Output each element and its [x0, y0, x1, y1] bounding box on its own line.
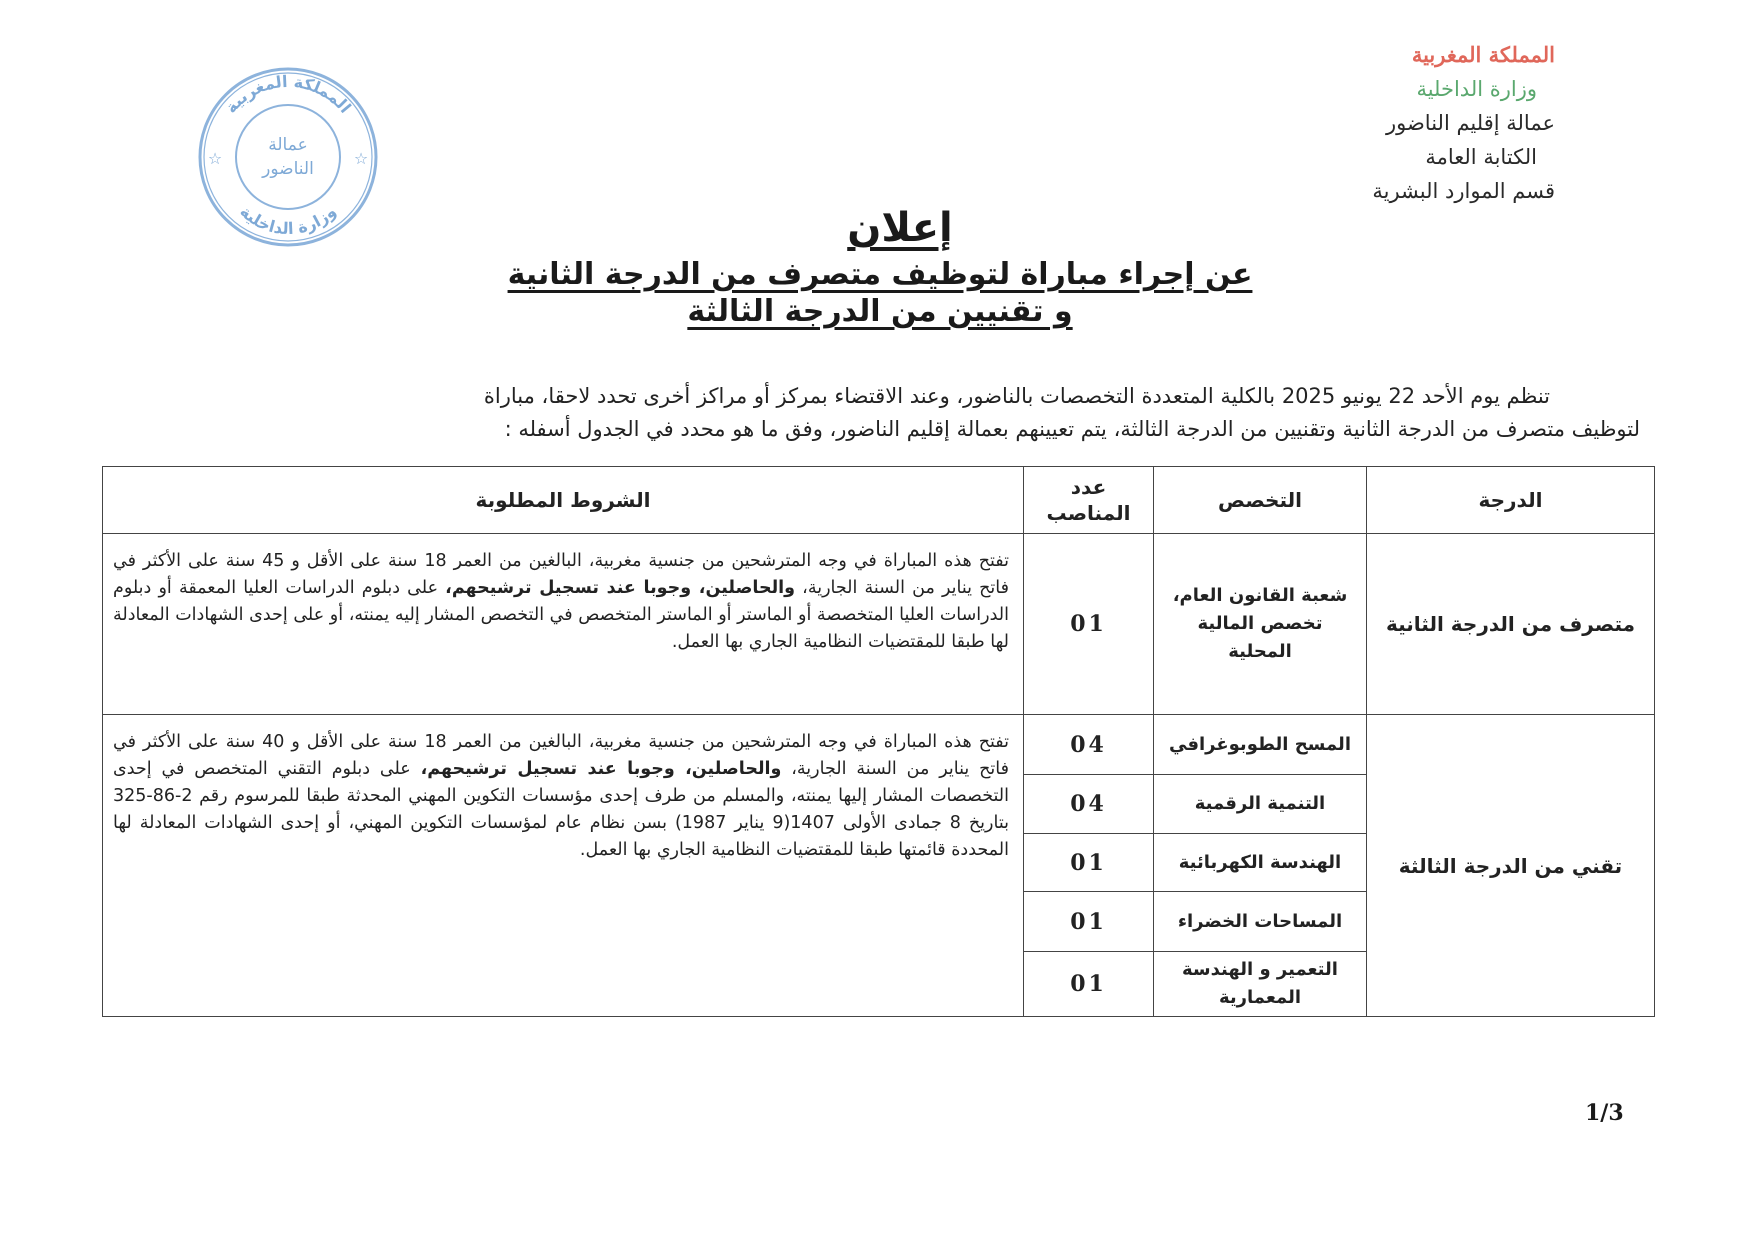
- table-header-row: [103, 467, 1655, 534]
- announcement-subtitle-1: عن إجراء مباراة لتوظيف متصرف من الدرجة الثانية: [507, 257, 1253, 292]
- table-row: [103, 715, 1655, 775]
- conditions-text: على دبلوم التقني المتخصص في إحدى التخصصات المشار إليها يمنته، والمسلم من طرف إحدى مؤسسات التكوين المهني المحدثة طبقا للمرسوم رقم 2-86-325 بتاريخ 8 جمادى الأولى 1407(9 يناير 1987) بسن نظام عام لمؤسسات التكوين المهني، أو إحدى الشهادات المعادلة لها المحددة قائمتها طبقا للمقتضيات النظامية الجاري بها العمل.: [113, 759, 1009, 860]
- specialty-cell: شعبة القانون العام، تخصص المالية المحلية: [1154, 534, 1367, 715]
- specialty-cell: التنمية الرقمية: [1154, 775, 1367, 834]
- specialty-cell: التعمير و الهندسة المعمارية: [1154, 952, 1367, 1017]
- conditions-text: على دبلوم الدراسات العليا المعمقة أو دبلوم الدراسات العليا المتخصصة أو الماستر أو الماستر المتخصص في التخصص المشار إليه يمنته، أو على إحدى الشهادات المعادلة لها طبقا للمقتضيات النظامية الجاري بها العمل.: [113, 578, 1009, 652]
- intro-line-1: تنظم يوم الأحد 22 يونيو 2025 بالكلية المتعددة التخصصات بالناضور، وعند الاقتضاء بمركز أو مراكز أخرى تحدد لاحقا، مباراة: [483, 384, 1550, 408]
- conditions-text: تفتح هذه المباراة في وجه المترشحين من جنسية مغربية، البالغين من العمر 18 سنة على الأقل و 40 سنة على الأكثر في فاتح يناير من السنة الجارية،: [113, 732, 1010, 779]
- conditions-cell: [103, 534, 1024, 715]
- intro-paragraph: [215, 380, 1640, 446]
- grade-cell: متصرف من الدرجة الثانية: [1367, 534, 1655, 715]
- kingdom-name: المملكة المغربية: [1411, 42, 1555, 67]
- announcement-subtitle-2: و تقنيين من الدرجة الثالثة: [687, 294, 1073, 329]
- conditions-cell: [103, 715, 1024, 1017]
- stamp-star-icon: ☆: [353, 149, 369, 168]
- specialty-cell: المسح الطوبوغرافي: [1154, 715, 1367, 775]
- positions-cell: 04: [1024, 775, 1154, 834]
- secretariat-name: الكتابة العامة: [1425, 145, 1537, 169]
- intro-line-2: لتوظيف متصرف من الدرجة الثانية وتقنيين من الدرجة الثالثة، يتم تعيينهم بعمالة إقليم الناضور، وفق ما هو محدد في الجدول أسفله :: [504, 417, 1640, 441]
- conditions-bold-text: والحاصلين، وجوبا عند تسجيل ترشيحهم،: [445, 578, 796, 598]
- stamp-star-icon: ☆: [207, 149, 223, 168]
- grade-cell: تقني من الدرجة الثالثة: [1367, 715, 1655, 1017]
- table-row: [103, 534, 1655, 715]
- announcement-title: إعلان: [847, 205, 953, 251]
- announcement-titles: [0, 205, 1760, 329]
- positions-cell: 04: [1024, 715, 1154, 775]
- province-name: عمالة إقليم الناضور: [1385, 111, 1555, 135]
- header-positions: عدد المناصب: [1024, 467, 1154, 534]
- stamp-top-text: المملكة المغربية: [221, 71, 355, 117]
- positions-table: [102, 466, 1655, 1017]
- specialty-cell: الهندسة الكهربائية: [1154, 834, 1367, 892]
- positions-cell: 01: [1024, 534, 1154, 715]
- positions-cell: 01: [1024, 834, 1154, 892]
- stamp-bottom-text: وزارة الداخلية: [236, 201, 340, 239]
- header-specialty: التخصص: [1154, 467, 1367, 534]
- conditions-bold-text: والحاصلين، وجوبا عند تسجيل ترشيحهم،: [420, 759, 782, 779]
- specialty-cell: المساحات الخضراء: [1154, 892, 1367, 952]
- positions-cell: 01: [1024, 892, 1154, 952]
- issuer-header: [1372, 38, 1555, 208]
- ministry-name: وزارة الداخلية: [1416, 77, 1537, 101]
- positions-cell: 01: [1024, 952, 1154, 1017]
- stamp-inner-line2: الناضور: [262, 159, 314, 179]
- conditions-text: تفتح هذه المباراة في وجه المترشحين من جنسية مغربية، البالغين من العمر 18 سنة على الأقل و 45 سنة على الأكثر في فاتح يناير من السنة الجارية،: [113, 551, 1010, 598]
- page-number: 1/3: [1585, 1100, 1624, 1126]
- svg-text:المملكة المغربية: [221, 72, 355, 117]
- header-conditions: الشروط المطلوبة: [103, 467, 1024, 534]
- division-name: قسم الموارد البشرية: [1372, 179, 1555, 203]
- header-grade: الدرجة: [1367, 467, 1655, 534]
- stamp-inner-line1: عمالة: [268, 135, 308, 155]
